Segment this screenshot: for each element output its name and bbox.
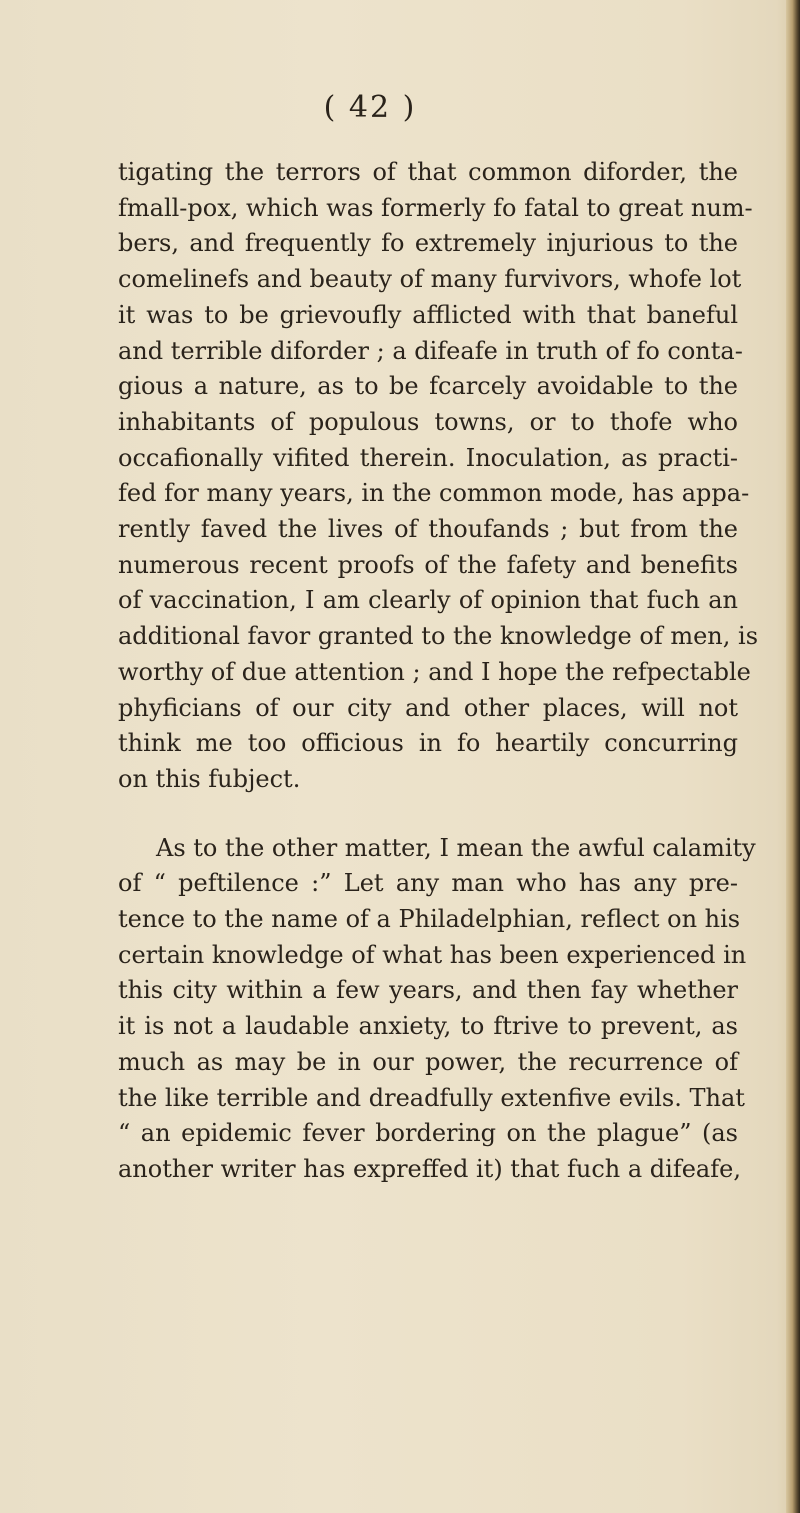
text-line: another writer has expreffed it) that fuch a difeafe,: [118, 1154, 741, 1183]
text-line: this city within a few years, and then fay whether: [118, 976, 738, 1005]
body-text: [118, 155, 759, 1188]
text-line: it is not a laudable anxiety, to ftrive to prevent, as: [118, 1012, 738, 1041]
text-line: the like terrible and dreadfully extenfive evils. That: [118, 1083, 745, 1112]
paragraph-2: [118, 831, 756, 1188]
text-line: certain knowledge of what has been experienced in: [118, 940, 747, 969]
text-line: comelinefs and beauty of many furvivors, whofe lot: [118, 265, 742, 294]
text-line: occafionally vifited therein. Inoculation, as practi-: [118, 443, 738, 472]
text-line: tence to the name of a Philadelphian, reflect on his: [118, 905, 741, 934]
text-line: fmall-pox, which was formerly fo fatal to great num-: [118, 193, 753, 222]
text-line: additional favor granted to the knowledge of men, is: [118, 622, 759, 651]
text-line: rently faved the lives of thoufands ; but from the: [118, 515, 738, 544]
text-line: much as may be in our power, the recurrence of: [118, 1047, 738, 1076]
text-line: on this fubject.: [118, 764, 301, 793]
text-line: fed for many years, in the common mode, has appa-: [118, 479, 750, 508]
text-line: inhabitants of populous towns, or to thofe who: [118, 407, 738, 436]
text-line: gious a nature, as to be fcarcely avoidable to the: [118, 372, 738, 401]
text-line: worthy of due attention ; and I hope the refpectable: [118, 657, 751, 686]
page-binding-edge: [786, 0, 800, 1513]
text-line: As to the other matter, I mean the awful calamity: [156, 833, 756, 862]
paragraph-1: [118, 155, 759, 798]
text-line: and terrible diforder ; a difeafe in truth of fo conta-: [118, 336, 743, 365]
text-line: of vaccination, I am clearly of opinion that fuch an: [118, 586, 738, 615]
text-line: think me too officious in fo heartily concurring: [118, 729, 738, 758]
text-line: numerous recent proofs of the fafety and benefits: [118, 550, 738, 579]
text-line: “ an epidemic fever bordering on the plague” (as: [118, 1119, 738, 1148]
text-line: it was to be grievoufly afflicted with that baneful: [118, 300, 738, 329]
paragraph-gap: [118, 798, 738, 831]
text-line: bers, and frequently fo extremely injurious to the: [118, 229, 738, 258]
text-line: of “ peftilence :” Let any man who has any pre-: [118, 869, 738, 898]
text-line: tigating the terrors of that common diforder, the: [118, 158, 738, 186]
text-line: phyficians of our city and other places, will not: [118, 693, 738, 722]
page-number: ( 42 ): [323, 90, 417, 125]
